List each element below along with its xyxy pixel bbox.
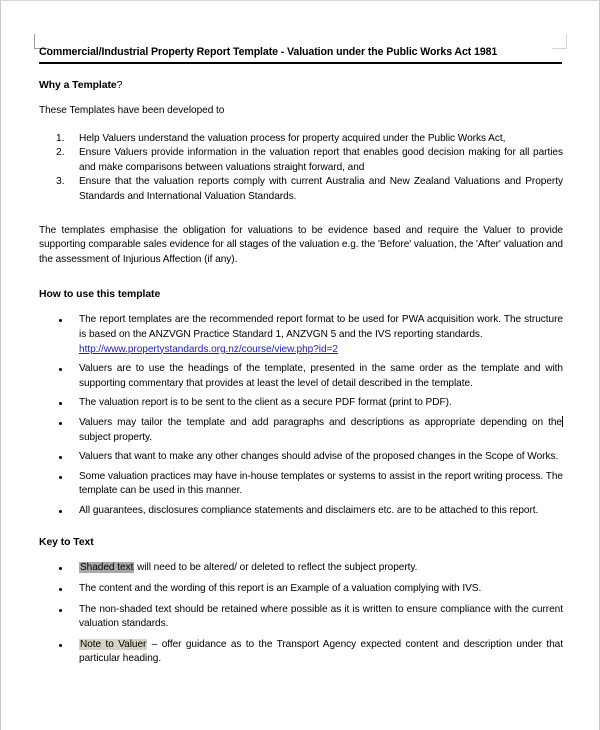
title-divider (39, 62, 562, 64)
shaded-text-sample: Shaded text (80, 562, 134, 574)
list-item: Valuers that want to make any other changes should advise of the proposed changes in the Scope of Works. (39, 450, 563, 465)
list-item: The valuation report is to be sent to the client as a secure PDF format (print to PDF). (39, 396, 563, 411)
bullet-text: will need to be altered/ or deleted to reflect the subject property. (134, 562, 418, 574)
text-cursor-caret (562, 416, 563, 427)
how-to-use-list (39, 313, 563, 518)
list-item (39, 561, 563, 576)
list-item (39, 416, 563, 445)
spacer (39, 523, 563, 537)
list-item (39, 313, 563, 357)
document-content (39, 45, 563, 673)
note-to-valuer-sample: Note to Valuer (80, 638, 147, 650)
bullet-text: The report templates are the recommended report format to be used for PWA acquisition work. The structure is based on the ANZVGN Practice Standard 1, ANZVGN 5 and the IVS reporting standards. (79, 314, 563, 340)
developed-to-list (39, 132, 563, 205)
list-item: The non-shaded text should be retained where possible as it is written to ensure compliance with the current valuation standards. (39, 603, 563, 632)
heading-why-question: ? (116, 80, 123, 91)
list-item: Some valuation practices may have in-house templates or systems to assist in the report writing process. The template can be used in this manner. (39, 470, 563, 499)
list-item: Help Valuers understand the valuation process for property acquired under the Public Works Act, (79, 132, 506, 144)
list-item: Ensure Valuers provide information in the valuation report that enables good decision making for all parties and make comparisons between valuations straight forward, and (79, 147, 563, 173)
list-item (39, 638, 563, 667)
heading-how-to-use: How to use this template (39, 289, 161, 301)
bullet-text: – offer guidance as to the Transport Agency expected content and description under that particular heading. (79, 638, 564, 665)
document-title: Commercial/Industrial Property Report Template - Valuation under the Public Works Act 1981 (39, 46, 498, 58)
list-item: All guarantees, disclosures compliance statements and disclaimers etc. are to be attached to this report. (39, 504, 563, 519)
bullet-text-after-caret: subject property. (79, 431, 153, 443)
intro-paragraph: These Templates have been developed to (39, 105, 225, 116)
templates-emphasise-paragraph: The templates emphasise the obligation for valuations to be evidence based and require the Valuer to provide supporting comparable sales evidence for all stages of the valuation e.g. the 'Before' valuation, the 'After' valuation and the assessment of Injurious Affection (if any). (39, 224, 563, 265)
bullet-text-before-caret: Valuers may tailor the template and add paragraphs and descriptions as appropriate depending on the (79, 416, 562, 428)
property-standards-link[interactable]: http://www.propertystandards.org.nz/course/view.php?id=2 (79, 343, 338, 355)
heading-key-to-text: Key to Text (39, 537, 94, 549)
spacer (39, 280, 563, 289)
heading-why-bold: Why a Template (39, 80, 117, 91)
heading-why-a-template (39, 80, 563, 91)
list-item: Ensure that the valuation reports comply with current Australia and New Zealand Valuations and Property Standards and International Valuation Standards. (79, 176, 563, 202)
key-to-text-list (39, 561, 563, 667)
list-item: Valuers are to use the headings of the template, presented in the same order as the template and with supporting commentary that provides at least the level of detail described in the template. (39, 362, 563, 391)
list-item: The content and the wording of this report is an Example of a valuation complying with IVS. (39, 582, 563, 597)
spacer (39, 205, 563, 224)
